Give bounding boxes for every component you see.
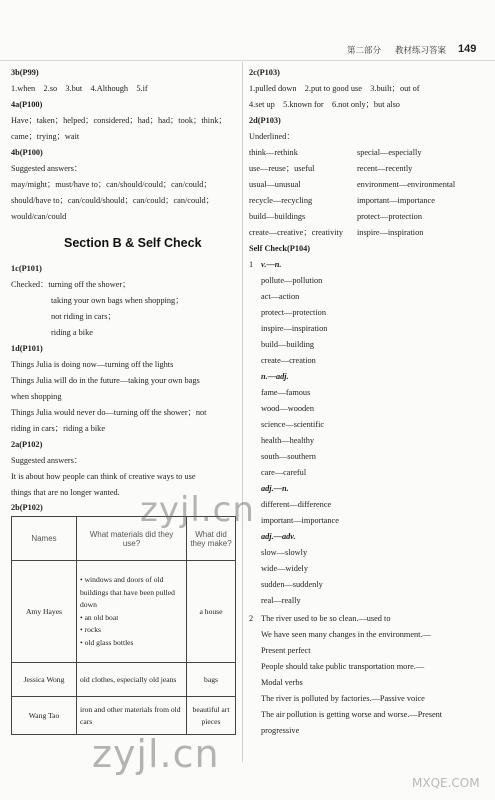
col-header-names: Names (12, 517, 77, 561)
pair-left: think—rethink (249, 148, 298, 157)
answer-1c-line2: taking your own bags when shopping； (51, 296, 184, 305)
header-section: 第二部分 (347, 46, 382, 56)
answer-2c-line1: 1.pulled down 2.put to good use 3.built；out of (249, 84, 420, 93)
list-item: • old glass bottles (80, 637, 134, 647)
row-name: Jessica Wong (12, 663, 77, 697)
label-self-check: Self Check(P104) (249, 244, 311, 253)
list-item: real—really (261, 596, 301, 605)
pair-left: use—reuse；useful (249, 164, 315, 173)
answer-2-line5: Modal verbs (261, 678, 303, 687)
list-item: build—building (261, 340, 315, 349)
list-item: important—importance (261, 516, 339, 525)
list-item: care—careful (261, 468, 307, 477)
list-item: • an old boat (80, 612, 119, 622)
header-title: 教材练习答案 (395, 46, 447, 56)
answer-4b-line2: may/might；must/have to；can/should/could；can/could； (11, 180, 212, 189)
answer-2a-line2: It is about how people can think of creative ways to use (11, 472, 196, 481)
answer-2-line4: People should take public transportation more.— (261, 662, 425, 671)
heading-v-n: v.—n. (261, 260, 282, 269)
answer-2-line3: Present perfect (261, 646, 311, 655)
list-item: health—healthy (261, 436, 314, 445)
heading-adj-adv: adj.—adv. (261, 532, 296, 541)
pair-left: build—buildings (249, 212, 306, 221)
pair-right: protect—protection (357, 212, 422, 221)
label-2a: 2a(P102) (11, 440, 43, 449)
answer-2-line1: The river used to be so clean.—used to (261, 614, 391, 623)
row-made: beautiful art pieces (187, 697, 236, 735)
answer-1d-line1: Things Julia is doing now—turning off the lights (11, 360, 174, 369)
answer-2-line2: We have seen many changes in the environment.— (261, 630, 431, 639)
label-2d: 2d(P103) (249, 116, 281, 125)
list-item: create—creation (261, 356, 316, 365)
answer-2c-line2: 4.set up 5.known for 6.not only；but also (249, 100, 400, 109)
pair-left: create—creative；creativity (249, 228, 343, 237)
answer-4a-line1: Have；taken；helped；considered；had；had；took；think； (11, 116, 227, 125)
pair-right: inspire—inspiration (357, 228, 424, 237)
watermark-mid: zyjl.cn (140, 490, 255, 530)
watermark-bottom: zyjl.cn (92, 732, 220, 776)
list-item: wide—widely (261, 564, 309, 573)
row-made: bags (187, 663, 236, 697)
list-item: wood—wooden (261, 404, 315, 413)
list-item: slow—slowly (261, 548, 308, 557)
answer-1c-line1: Checked：turning off the shower； (11, 280, 131, 289)
pair-right: special—especially (357, 148, 422, 157)
list-item: fame—famous (261, 388, 311, 397)
col-header-made: What did they make? (187, 517, 236, 561)
materials-table (11, 516, 236, 735)
answer-2-line8: progressive (261, 726, 300, 735)
answer-1d-line5: riding in cars；riding a bike (11, 424, 106, 433)
label-4a: 4a(P100) (11, 100, 43, 109)
page-number: 149 (458, 43, 477, 55)
answer-2a-line3: things that are no longer wanted. (11, 488, 120, 497)
answer-4b-line4: would/can/could (11, 212, 67, 221)
label-4b: 4b(P100) (11, 148, 43, 157)
pair-left: usual—unusual (249, 180, 301, 189)
list-item: south—southern (261, 452, 316, 461)
label-1c: 1c(P101) (11, 264, 42, 273)
list-item: • windows and doors of old buildings that have been pulled down (80, 575, 175, 609)
pair-right: recent—recently (357, 164, 413, 173)
column-divider (242, 62, 243, 762)
answer-1d-line2: Things Julia will do in the future—taking your own bags (11, 376, 200, 385)
row-made: a house (187, 561, 236, 663)
answer-1d-line4: Things Julia would never do—turning off the shower；not (11, 408, 207, 417)
answer-2d-intro: Underlined： (249, 132, 295, 141)
list-item: different—difference (261, 500, 332, 509)
pair-right: environment—environmental (357, 180, 456, 189)
answer-1c-line4: riding a bike (51, 328, 93, 337)
table-row (12, 663, 236, 697)
list-item: act—action (261, 292, 300, 301)
answer-2-line7: The air pollution is getting worse and worse.—Present (261, 710, 443, 719)
list-item: sudden—suddenly (261, 580, 323, 589)
row-materials: iron and other materials from old cars (77, 697, 187, 735)
answer-4a-line2: came；trying；wait (11, 132, 80, 141)
watermark-corner: MXQE.COM (412, 776, 480, 790)
answer-1d-line3: when shopping (11, 392, 62, 401)
list-item: protect—protection (261, 308, 326, 317)
pair-left: recycle—recycling (249, 196, 313, 205)
heading-n-adj: n.—adj. (261, 372, 289, 381)
label-2c: 2c(P103) (249, 68, 280, 77)
list-item: pollute—pollution (261, 276, 323, 285)
row-name: Wang Tao (12, 697, 77, 735)
answer-4b-line3: should/have to；can/could/should；can/could；can/could； (11, 196, 214, 205)
header-rule (0, 60, 495, 61)
heading-adj-n: adj.—n. (261, 484, 289, 493)
item-number-1: 1 (249, 260, 254, 269)
table-row (12, 561, 236, 663)
answer-3b: 1.when 2.so 3.but 4.Although 5.if (11, 84, 148, 93)
list-item: inspire—inspiration (261, 324, 328, 333)
answer-4b-line1: Suggested answers： (11, 164, 83, 173)
list-item: science—scientific (261, 420, 325, 429)
list-item: • rocks (80, 625, 102, 634)
label-3b: 3b(P99) (11, 68, 39, 77)
section-title: Section B & Self Check (64, 236, 202, 250)
row-materials (77, 561, 187, 663)
label-2b: 2b(P102) (11, 503, 43, 512)
pair-right: important—importance (357, 196, 435, 205)
answer-2-line6: The river is polluted by factories.—Passive voice (261, 694, 425, 703)
answer-2a-line1: Suggested answers： (11, 456, 83, 465)
row-name: Amy Hayes (12, 561, 77, 663)
table-row (12, 697, 236, 735)
answer-1c-line3: not riding in cars； (51, 312, 116, 321)
row-materials: old clothes, especially old jeans (77, 663, 187, 697)
col-header-materials: What materials did they use? (77, 517, 187, 561)
item-number-2: 2 (249, 614, 254, 623)
label-1d: 1d(P101) (11, 344, 43, 353)
